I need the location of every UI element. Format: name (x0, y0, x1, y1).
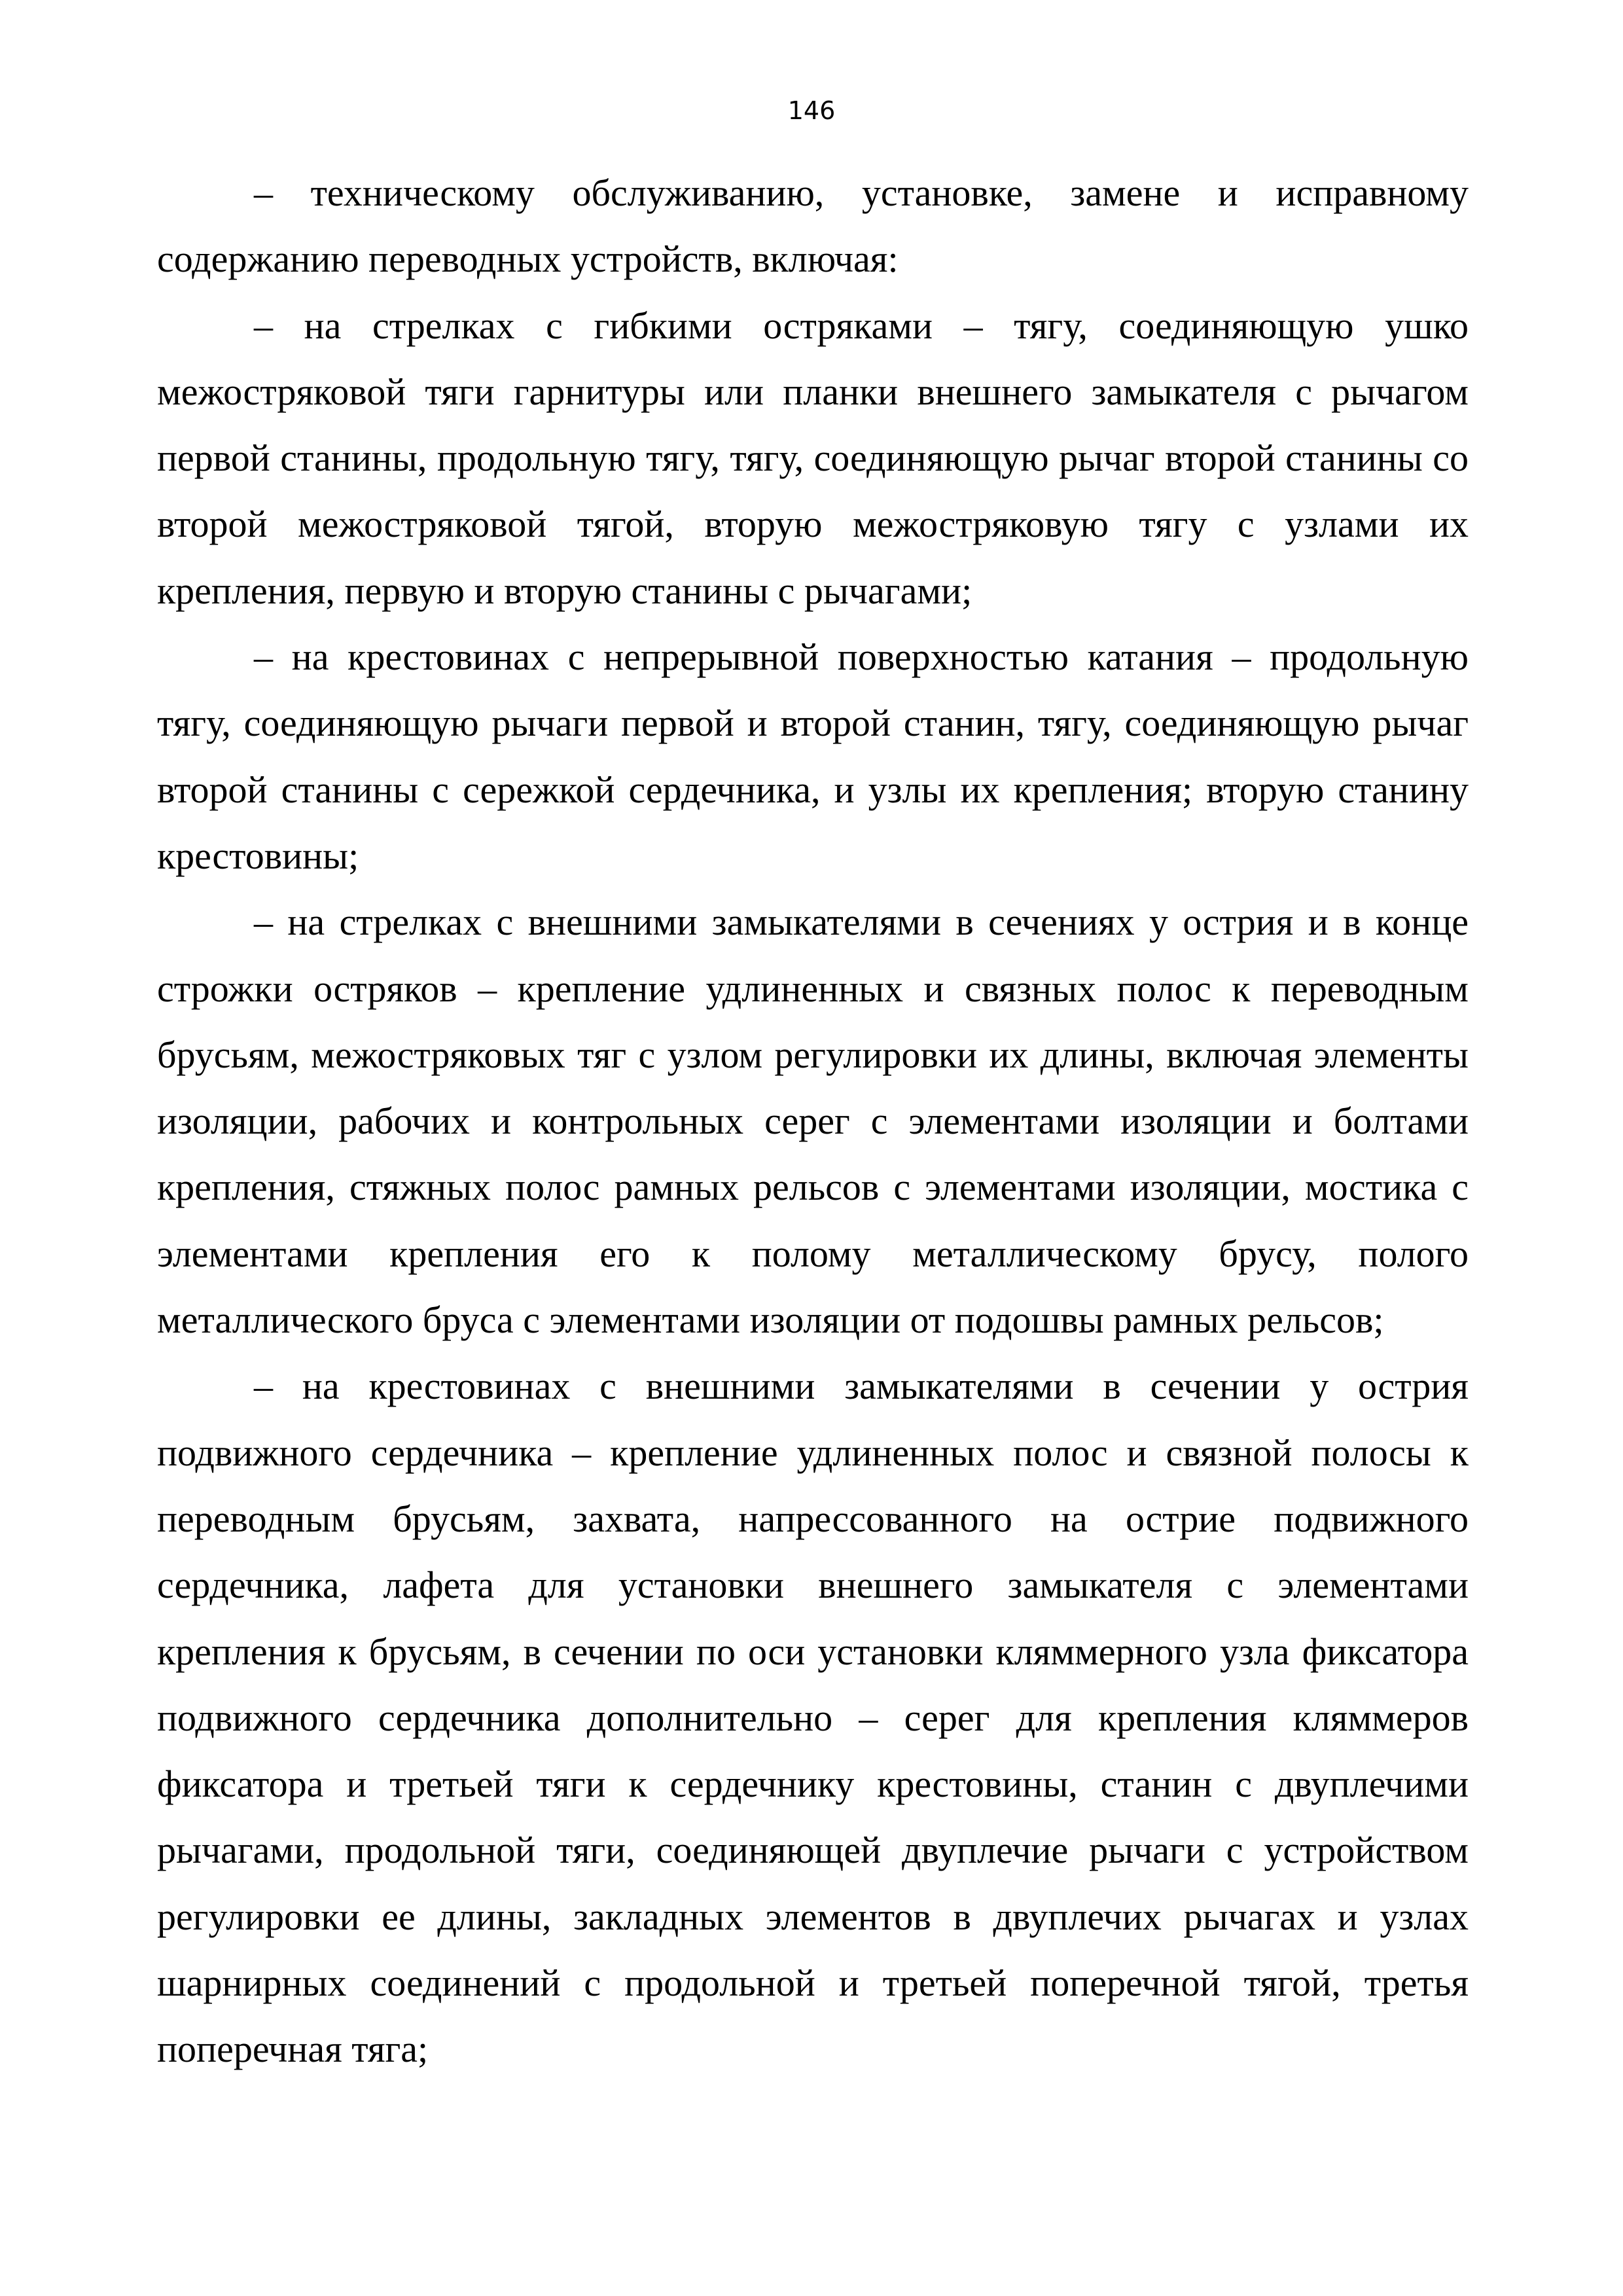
paragraph-maintenance-intro: – техническому обслуживанию, установке, замене и исправному содержанию переводных устройств, включая: (157, 171, 1469, 281)
paragraph-flexible-switch-points: – на стрелках с гибкими остряками – тягу, соединяющую ушко межостряковой тяги гарнитуры или планки внешнего замыкателя с рычагом первой станины, продольную тягу, тягу, соединяющую рычаг второй станины со второй межостряковой тягой, вторую межостряковую тягу с узлами их крепления, первую и вторую станины с рычагами; (157, 304, 1469, 612)
body-text (157, 160, 1469, 2083)
page-number: 146 (787, 96, 836, 125)
paragraph-frog-external-locks: – на крестовинах с внешними замыкателями в сечении у острия подвижного сердечника – крепление удлиненных полос и связной полосы к переводным брусьям, захвата, напрессованного на острие подвижного сердечника, лафета для установки внешнего замыкателя с элементами крепления к брусьям, в сечении по оси установки кляммерного узла фиксатора подвижного сердечника дополнительно – серег для крепления кляммеров фиксатора и третьей тяги к сердечнику крестовины, станин с двуплечими рычагами, продольной тяги, соединяющей двуплечие рычаги с устройством регулировки ее длины, закладных элементов в двуплечих рычагах и узлах шарнирных соединений с продольной и третьей поперечной тягой, третья поперечная тяга; (157, 1365, 1469, 2071)
paragraph-switch-external-locks: – на стрелках с внешними замыкателями в сечениях у острия и в конце строжки остряков – крепление удлиненных и связных полос к переводным брусьям, межостряковых тяг с узлом регулировки их длины, включая элементы изоляции, рабочих и контрольных серег с элементами изоляции и болтами крепления, стяжных полос рамных рельсов с элементами изоляции, мостика с элементами крепления его к полому металлическому брусу, полого металлического бруса с элементами изоляции от подошвы рамных рельсов; (157, 901, 1469, 1342)
paragraph-continuous-frog: – на крестовинах с непрерывной поверхностью катания – продольную тягу, соединяющую рычаги первой и второй станин, тягу, соединяющую рычаг второй станины с сережкой сердечника, и узлы их крепления; вторую станину крестовины; (157, 636, 1469, 877)
